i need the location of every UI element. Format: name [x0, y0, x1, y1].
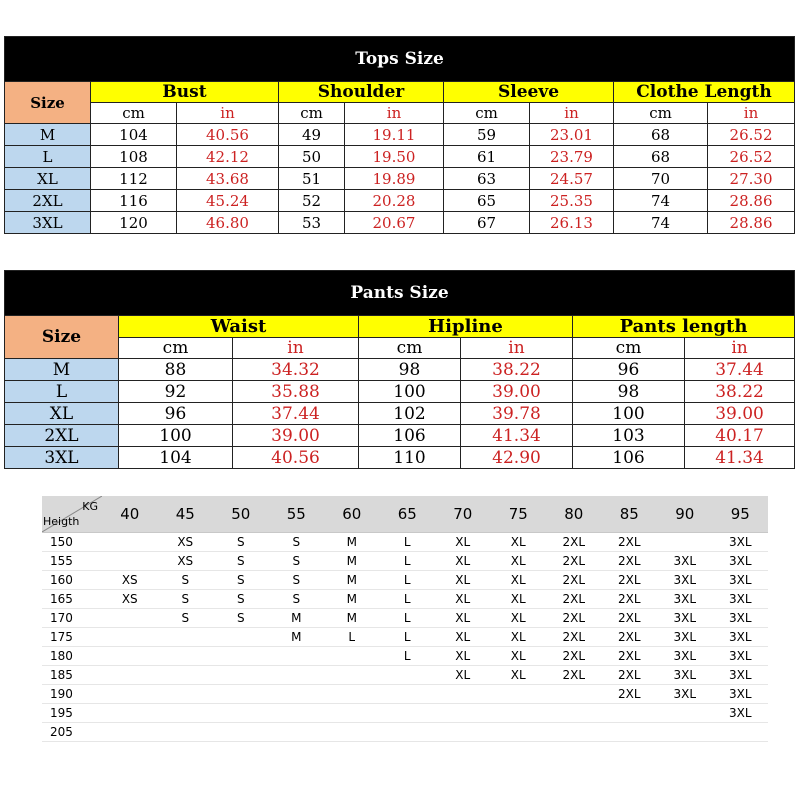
cm-value: 59: [444, 124, 530, 146]
size-recommendation: [158, 723, 214, 742]
size-recommendation: S: [213, 533, 269, 552]
table-row: [5, 212, 795, 234]
size-recommendation: 3XL: [713, 647, 769, 666]
size-recommendation: [269, 723, 325, 742]
size-recommendation: [657, 533, 713, 552]
weight-header: 55: [269, 496, 325, 533]
size-recommendation: [102, 704, 158, 723]
corner-header: [42, 496, 102, 533]
weight-header: 70: [435, 496, 491, 533]
cm-value: 88: [119, 359, 233, 381]
cm-value: 112: [91, 168, 177, 190]
size-recommendation: L: [324, 628, 380, 647]
table-row: [42, 704, 768, 723]
inch-value: 20.28: [345, 190, 444, 212]
cm-value: 120: [91, 212, 177, 234]
table-row: [5, 403, 795, 425]
size-recommendation: M: [269, 609, 325, 628]
pants-title: Pants Size: [5, 271, 795, 316]
unit-in: in: [685, 338, 795, 359]
weight-header: 95: [713, 496, 769, 533]
size-recommendation: 2XL: [602, 533, 658, 552]
size-recommendation: 3XL: [657, 666, 713, 685]
size-recommendation: [102, 552, 158, 571]
size-recommendation: [213, 666, 269, 685]
size-recommendation: [657, 723, 713, 742]
cm-value: 96: [573, 359, 685, 381]
inch-value: 24.57: [530, 168, 614, 190]
cm-value: 51: [279, 168, 345, 190]
unit-in: in: [177, 103, 279, 124]
inch-value: 19.89: [345, 168, 444, 190]
size-recommendation: 3XL: [657, 628, 713, 647]
size-recommendation: [324, 723, 380, 742]
size-recommendation: XL: [491, 571, 547, 590]
inch-value: 41.34: [685, 447, 795, 469]
cm-value: 52: [279, 190, 345, 212]
pants-header-pants-length: Pants length: [573, 316, 795, 338]
size-recommendation: M: [324, 609, 380, 628]
size-recommendation: 3XL: [657, 552, 713, 571]
inch-value: 42.90: [461, 447, 573, 469]
size-recommendation: [102, 533, 158, 552]
size-recommendation: [269, 685, 325, 704]
size-recommendation: [546, 704, 602, 723]
size-recommendation: [158, 704, 214, 723]
size-recommendation: S: [269, 533, 325, 552]
pants-size-table: [4, 270, 795, 469]
inch-value: 28.86: [708, 212, 795, 234]
size-recommendation: S: [158, 609, 214, 628]
cm-value: 116: [91, 190, 177, 212]
height-cell: 155: [42, 552, 102, 571]
size-recommendation: [102, 628, 158, 647]
cm-value: 63: [444, 168, 530, 190]
size-recommendation: 2XL: [546, 628, 602, 647]
inch-value: 20.67: [345, 212, 444, 234]
size-recommendation: XS: [158, 533, 214, 552]
unit-cm: cm: [279, 103, 345, 124]
tops-header-shoulder: Shoulder: [279, 82, 444, 103]
cm-value: 74: [614, 190, 708, 212]
inch-value: 19.50: [345, 146, 444, 168]
inch-value: 45.24: [177, 190, 279, 212]
size-recommendation: S: [269, 590, 325, 609]
cm-value: 67: [444, 212, 530, 234]
inch-value: 23.79: [530, 146, 614, 168]
size-recommendation: M: [324, 590, 380, 609]
cm-value: 106: [573, 447, 685, 469]
cm-value: 98: [359, 359, 461, 381]
inch-value: 27.30: [708, 168, 795, 190]
inch-value: 19.11: [345, 124, 444, 146]
size-recommendation: [102, 666, 158, 685]
size-recommendation: 3XL: [713, 628, 769, 647]
inch-value: 39.00: [461, 381, 573, 403]
inch-value: 40.56: [233, 447, 359, 469]
size-recommendation: [324, 666, 380, 685]
size-recommendation: [380, 666, 436, 685]
inch-value: 41.34: [461, 425, 573, 447]
table-row: [5, 124, 795, 146]
height-cell: 180: [42, 647, 102, 666]
inch-value: 39.78: [461, 403, 573, 425]
inch-value: 40.17: [685, 425, 795, 447]
cm-value: 110: [359, 447, 461, 469]
size-recommendation: S: [213, 571, 269, 590]
size-recommendation: [380, 723, 436, 742]
size-recommendation: [657, 704, 713, 723]
inch-value: 35.88: [233, 381, 359, 403]
size-recommendation: M: [324, 552, 380, 571]
size-recommendation: XL: [491, 628, 547, 647]
size-recommendation: [435, 704, 491, 723]
size-recommendation: [102, 609, 158, 628]
size-recommendation: 3XL: [713, 533, 769, 552]
size-recommendation: [158, 628, 214, 647]
size-recommendation: [435, 723, 491, 742]
inch-value: 43.68: [177, 168, 279, 190]
unit-cm: cm: [573, 338, 685, 359]
size-recommendation: [380, 704, 436, 723]
size-recommendation: XS: [102, 571, 158, 590]
size-recommendation: [102, 685, 158, 704]
size-recommendation: [102, 647, 158, 666]
size-recommendation: XL: [435, 533, 491, 552]
size-recommendation: [213, 647, 269, 666]
weight-header: 65: [380, 496, 436, 533]
cm-value: 104: [91, 124, 177, 146]
size-recommendation: 2XL: [602, 571, 658, 590]
height-cell: 185: [42, 666, 102, 685]
size-cell: L: [5, 146, 91, 168]
size-recommendation: [491, 704, 547, 723]
size-recommendation: M: [324, 533, 380, 552]
size-recommendation: 3XL: [713, 552, 769, 571]
size-recommendation: [713, 723, 769, 742]
size-recommendation: 2XL: [546, 571, 602, 590]
size-cell: L: [5, 381, 119, 403]
table-row: [5, 425, 795, 447]
size-recommendation: L: [380, 628, 436, 647]
cm-value: 96: [119, 403, 233, 425]
size-recommendation: XL: [491, 533, 547, 552]
unit-cm: cm: [91, 103, 177, 124]
size-recommendation: M: [269, 628, 325, 647]
pants-header-waist: Waist: [119, 316, 359, 338]
cm-value: 74: [614, 212, 708, 234]
size-recommendation: XL: [435, 609, 491, 628]
size-recommendation: [324, 647, 380, 666]
inch-value: 25.35: [530, 190, 614, 212]
cm-value: 65: [444, 190, 530, 212]
size-recommendation: L: [380, 571, 436, 590]
unit-in: in: [708, 103, 795, 124]
size-recommendation: [158, 666, 214, 685]
table-row: [42, 571, 768, 590]
tops-size-header: Size: [5, 82, 91, 124]
size-cell: XL: [5, 168, 91, 190]
size-cell: M: [5, 124, 91, 146]
cm-value: 98: [573, 381, 685, 403]
size-recommendation: L: [380, 609, 436, 628]
size-recommendation: XL: [491, 666, 547, 685]
size-recommendation: 3XL: [713, 666, 769, 685]
size-recommendation: [324, 685, 380, 704]
inch-value: 26.52: [708, 146, 795, 168]
size-recommendation: [324, 704, 380, 723]
size-recommendation: 2XL: [602, 647, 658, 666]
inch-value: 40.56: [177, 124, 279, 146]
size-recommendation: 2XL: [546, 533, 602, 552]
tops-header-bust: Bust: [91, 82, 279, 103]
size-cell: 2XL: [5, 190, 91, 212]
size-cell: 2XL: [5, 425, 119, 447]
size-recommendation: S: [158, 590, 214, 609]
cm-value: 61: [444, 146, 530, 168]
size-recommendation: S: [158, 571, 214, 590]
size-recommendation: 2XL: [602, 590, 658, 609]
unit-in: in: [233, 338, 359, 359]
table-row: [5, 190, 795, 212]
size-recommendation: XL: [435, 647, 491, 666]
unit-cm: cm: [119, 338, 233, 359]
table-row: [42, 590, 768, 609]
size-recommendation: 3XL: [657, 647, 713, 666]
size-recommendation: [158, 685, 214, 704]
table-row: [5, 146, 795, 168]
size-recommendation: [491, 723, 547, 742]
inch-value: 38.22: [461, 359, 573, 381]
size-recommendation: 3XL: [713, 571, 769, 590]
size-recommendation: [102, 723, 158, 742]
weight-header: 90: [657, 496, 713, 533]
table-row: [42, 628, 768, 647]
weight-header: 75: [491, 496, 547, 533]
table-row: [5, 359, 795, 381]
weight-header: 85: [602, 496, 658, 533]
table-row: [42, 666, 768, 685]
size-recommendation: [269, 704, 325, 723]
size-recommendation: S: [213, 609, 269, 628]
size-recommendation: [380, 685, 436, 704]
size-cell: 3XL: [5, 447, 119, 469]
unit-cm: cm: [359, 338, 461, 359]
size-recommendation: [435, 685, 491, 704]
weight-header: 80: [546, 496, 602, 533]
size-recommendation: 3XL: [713, 685, 769, 704]
size-recommendation: 3XL: [713, 590, 769, 609]
size-recommendation: [602, 723, 658, 742]
size-recommendation: [213, 723, 269, 742]
inch-value: 42.12: [177, 146, 279, 168]
size-recommendation: 2XL: [602, 685, 658, 704]
height-label: Heigth: [43, 515, 80, 528]
size-recommendation: L: [380, 647, 436, 666]
size-recommendation: [213, 685, 269, 704]
size-recommendation: 2XL: [602, 628, 658, 647]
weight-header: 50: [213, 496, 269, 533]
size-recommendation: [546, 723, 602, 742]
table-row: [42, 609, 768, 628]
height-cell: 195: [42, 704, 102, 723]
size-recommendation: [269, 647, 325, 666]
size-recommendation: XL: [491, 590, 547, 609]
unit-in: in: [345, 103, 444, 124]
size-recommendation: XL: [435, 666, 491, 685]
cm-value: 70: [614, 168, 708, 190]
unit-cm: cm: [614, 103, 708, 124]
cm-value: 108: [91, 146, 177, 168]
size-recommendation: 2XL: [602, 666, 658, 685]
size-recommendation: L: [380, 552, 436, 571]
size-recommendation: L: [380, 533, 436, 552]
inch-value: 46.80: [177, 212, 279, 234]
size-recommendation: 2XL: [546, 666, 602, 685]
height-cell: 175: [42, 628, 102, 647]
cm-value: 102: [359, 403, 461, 425]
cm-value: 53: [279, 212, 345, 234]
size-recommendation: XL: [435, 590, 491, 609]
unit-in: in: [461, 338, 573, 359]
weight-header: 45: [158, 496, 214, 533]
tops-title: Tops Size: [5, 37, 795, 82]
inch-value: 37.44: [685, 359, 795, 381]
size-recommendation: XS: [158, 552, 214, 571]
size-recommendation: 2XL: [602, 552, 658, 571]
inch-value: 39.00: [685, 403, 795, 425]
pants-size-header: Size: [5, 316, 119, 359]
cm-value: 50: [279, 146, 345, 168]
pants-header-hipline: Hipline: [359, 316, 573, 338]
weight-header: 60: [324, 496, 380, 533]
inch-value: 37.44: [233, 403, 359, 425]
size-recommendation: [269, 666, 325, 685]
tops-size-table: [4, 36, 795, 234]
size-recommendation: XS: [102, 590, 158, 609]
size-recommendation: XL: [435, 571, 491, 590]
height-cell: 150: [42, 533, 102, 552]
size-recommendation: XL: [435, 552, 491, 571]
tops-header-sleeve: Sleeve: [444, 82, 614, 103]
tops-header-clothe-length: Clothe Length: [614, 82, 795, 103]
cm-value: 68: [614, 124, 708, 146]
weight-header: 40: [102, 496, 158, 533]
size-recommendation: 2XL: [546, 609, 602, 628]
size-recommendation: S: [269, 552, 325, 571]
size-recommendation: M: [324, 571, 380, 590]
size-cell: 3XL: [5, 212, 91, 234]
size-recommendation: XL: [491, 647, 547, 666]
table-row: [42, 552, 768, 571]
weight-height-table: [42, 496, 768, 742]
height-cell: 190: [42, 685, 102, 704]
size-recommendation: S: [213, 590, 269, 609]
size-recommendation: [602, 704, 658, 723]
size-recommendation: [491, 685, 547, 704]
table-row: [42, 647, 768, 666]
height-cell: 165: [42, 590, 102, 609]
height-cell: 205: [42, 723, 102, 742]
cm-value: 106: [359, 425, 461, 447]
kg-label: KG: [82, 500, 98, 513]
size-recommendation: L: [380, 590, 436, 609]
size-recommendation: 2XL: [546, 590, 602, 609]
cm-value: 92: [119, 381, 233, 403]
size-recommendation: XL: [491, 609, 547, 628]
unit-cm: cm: [444, 103, 530, 124]
size-recommendation: [546, 685, 602, 704]
cm-value: 104: [119, 447, 233, 469]
size-recommendation: S: [213, 552, 269, 571]
cm-value: 100: [573, 403, 685, 425]
table-row: [5, 381, 795, 403]
size-recommendation: 3XL: [657, 685, 713, 704]
size-recommendation: 3XL: [657, 590, 713, 609]
size-recommendation: 3XL: [713, 609, 769, 628]
table-row: [42, 533, 768, 552]
cm-value: 103: [573, 425, 685, 447]
size-recommendation: 2XL: [602, 609, 658, 628]
size-recommendation: [213, 704, 269, 723]
table-row: [42, 723, 768, 742]
size-recommendation: 3XL: [713, 704, 769, 723]
size-recommendation: 2XL: [546, 552, 602, 571]
inch-value: 34.32: [233, 359, 359, 381]
size-recommendation: [213, 628, 269, 647]
table-row: [5, 447, 795, 469]
height-cell: 170: [42, 609, 102, 628]
size-recommendation: XL: [435, 628, 491, 647]
inch-value: 28.86: [708, 190, 795, 212]
inch-value: 39.00: [233, 425, 359, 447]
size-recommendation: S: [269, 571, 325, 590]
table-row: [5, 168, 795, 190]
size-recommendation: 3XL: [657, 609, 713, 628]
cm-value: 49: [279, 124, 345, 146]
size-recommendation: 3XL: [657, 571, 713, 590]
table-row: [42, 685, 768, 704]
cm-value: 68: [614, 146, 708, 168]
inch-value: 26.13: [530, 212, 614, 234]
height-cell: 160: [42, 571, 102, 590]
inch-value: 26.52: [708, 124, 795, 146]
inch-value: 38.22: [685, 381, 795, 403]
cm-value: 100: [359, 381, 461, 403]
inch-value: 23.01: [530, 124, 614, 146]
size-recommendation: XL: [491, 552, 547, 571]
cm-value: 100: [119, 425, 233, 447]
size-recommendation: 2XL: [546, 647, 602, 666]
size-cell: XL: [5, 403, 119, 425]
size-cell: M: [5, 359, 119, 381]
unit-in: in: [530, 103, 614, 124]
size-recommendation: [158, 647, 214, 666]
